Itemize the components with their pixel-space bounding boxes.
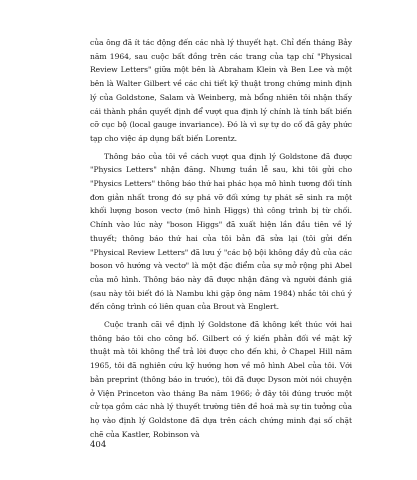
paragraph: Thông báo của tôi về cách vượt qua định lý Goldstone đã được "Physics Letters" nhận đăng. Nhưng tuần lễ sau, khi tôi gửi cho "Physics Letters" thông báo thứ hai phác họa mô hình tương đối tính đơn giản nhất trong đó sự phá vỡ đối xứng tự phát sẽ sinh ra một khối lượng boson vectơ (mô hình Higgs) thì công trình bị từ chối. Chính vào lúc này "boson Higgs" đã xuất hiện lần đầu tiên về lý thuyết; thông báo thứ hai của tôi bản đã sửa lại (tôi gửi đến "Physical Review Letters" đã lưu ý "các bộ bội không đầy đủ của các boson vô hướng và vectơ" là một đặc điểm của sự mở rộng phi Abel của mô hình. Thông báo này đã được nhận đăng và người đánh giá (sau này tôi biết đó là Nambu khi gặp ông năm 1984) nhắc tôi chú ý đến công trình có liên quan của Brout và Englert. — [90, 151, 352, 312]
paragraph: của ông đã ít tác động đến các nhà lý thuyết hạt. Chỉ đến tháng Bảy năm 1964, sau cuộc bất đồng trên các trang của tạp chí "Physical Review Letters" giữa một bên là Abraham Klein và Ben Lee và một bên là Walter Gilbert về các chi tiết kỹ thuật trong chứng minh định lý của Goldstone, Salam và Weinberg, mà bổng nhiên tôi nhận thấy cái thành phần quyết định để vượt qua định lý chính là tính bất biến cỡ cục bộ (local gauge invariance). Đó là vì sự tự do cố đã gây phức tạp cho việc áp dụng bất biến Lorentz. — [90, 38, 352, 143]
page-number: 404 — [90, 440, 107, 450]
body-text — [90, 36, 352, 441]
paragraph: Cuộc tranh cãi về định lý Goldstone đã không kết thúc với hai thông báo tôi cho công bố. Gilbert có ý kiến phản đối về mặt kỹ thuật mà tôi không thể trả lời được cho đến khi, ở Chapel Hill năm 1965, tôi đã nghiên cứu kỹ hướng hơn về mô hình Abel của tôi. Với bản preprint (thông báo in trước), tôi đã được Dyson mời nói chuyện ở Viện Princeton vào tháng Ba năm 1966; ở đây tôi đúng trước một cử tọa gồm các nhà lý thuyết trường tiên đề hoá mà sự tin tưởng của họ vào định lý Goldstone đã dựa trên cách chứng minh đại số chặt chẽ của Kastler, Robinson và — [90, 320, 352, 439]
